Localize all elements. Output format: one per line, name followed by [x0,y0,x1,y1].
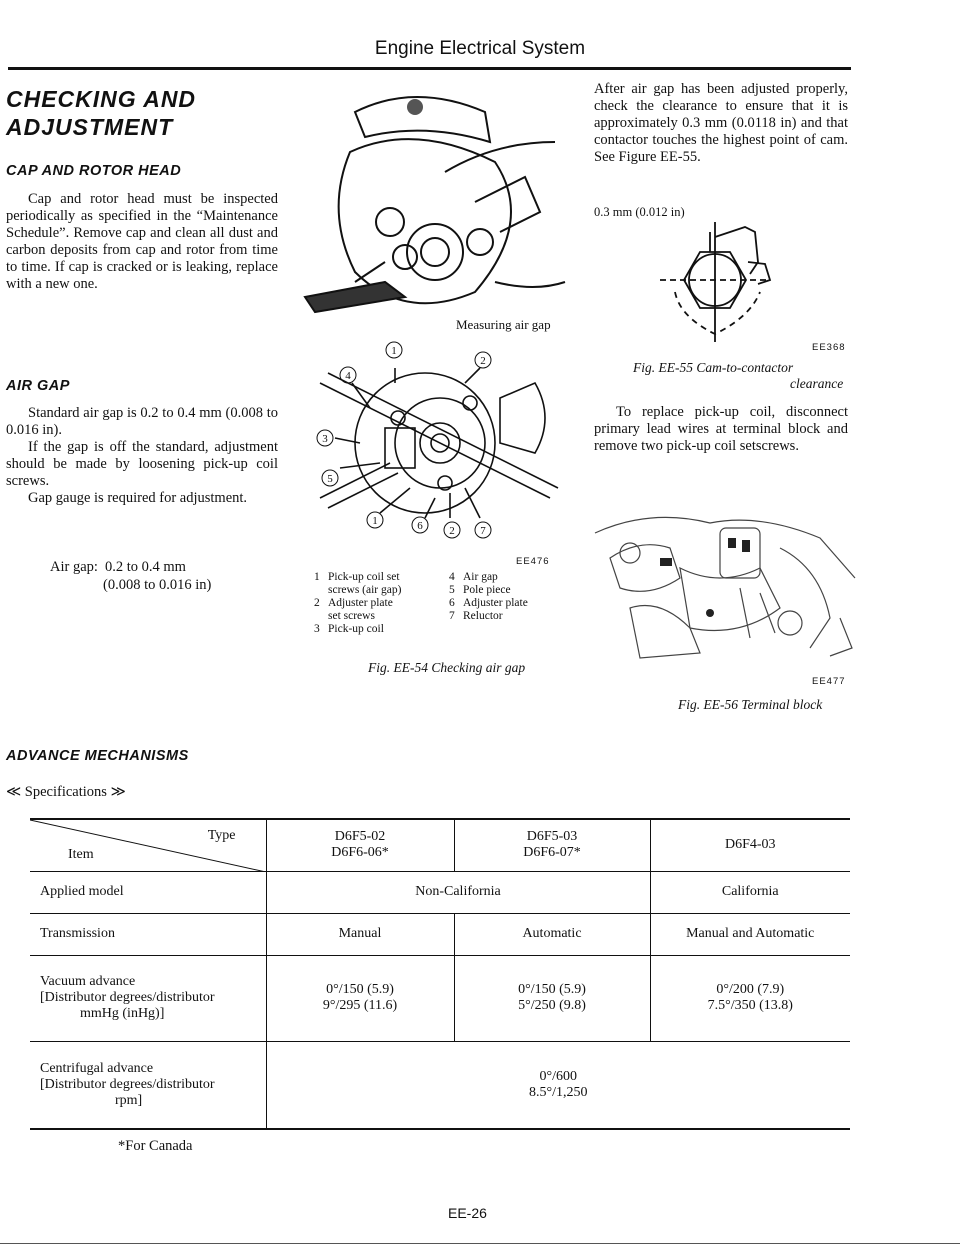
running-header: Engine Electrical System [374,38,586,59]
legend-item-7: 7 Reluctor [449,610,503,622]
row-label: Centrifugal advance [Distributor degrees/distributor rpm] [30,1041,266,1129]
air-gap-diagram [300,338,570,553]
air-gap-para-2: If the gap is off the standard, adjustment should be made by loosening pick-up coil screws. [6,439,278,489]
callout-7: 7 [480,525,486,537]
row-label: Vacuum advance [Distributor degrees/distributor mmHg (inHg)] [30,955,266,1041]
cell-noncal: Non-California [266,871,650,913]
air-gap-heading: AIR GAP [6,378,70,394]
legend-item-2: 2 Adjuster plate set screws [314,597,393,622]
clearance-paragraph: After air gap has been adjusted properly, check the clearance to ensure that it is approximately 0.3 mm (0.0118 in) and that contactor touches the highest point of cam. See Figure EE-55. [594,81,848,165]
cell: Manual and Automatic [650,913,850,955]
air-gap-spec-label: Air gap: [50,559,98,575]
callout-1-top: 1 [391,345,397,357]
fig55-caption-cont: clearance [790,376,844,391]
legend-item-4: 4 Air gap [449,571,498,583]
section-title-line-1: CHECKING AND [6,86,197,112]
cell: 0°/600 8.5°/1,250 [266,1041,850,1129]
col-header-3: D6F4-03 [650,819,850,871]
table-row-applied-model [30,871,850,913]
fig55-code: EE368 [812,342,846,353]
callout-4: 4 [345,370,351,382]
type-label: Type [207,828,236,843]
fig56-caption: Fig. EE-56 Terminal block [678,697,823,712]
callout-2-bottom: 2 [449,525,455,537]
callout-5: 5 [327,473,333,485]
cell: 0°/200 (7.9) 7.5°/350 (13.8) [650,955,850,1041]
legend-item-5: 5 Pole piece [449,584,511,596]
table-header-row [30,819,850,871]
fig55-caption: Fig. EE-55 Cam-to-contactor [633,360,794,375]
page-number: EE-26 [448,1205,487,1221]
callout-2-top: 2 [480,355,486,367]
fig54-legend-left [314,571,444,636]
advance-heading: ADVANCE MECHANISMS [6,748,189,764]
callout-6: 6 [417,520,423,532]
air-gap-para-3: Gap gauge is required for adjustment. [28,490,248,506]
air-gap-text [6,405,278,507]
table-row-transmission [30,913,850,955]
pickup-coil-paragraph: To replace pick-up coil, disconnect primary lead wires at terminal block and remove two pick-up coil setscrews. [594,404,848,454]
air-gap-spec-in: (0.008 to 0.016 in) [103,577,212,593]
cell: 0°/150 (5.9) 9°/295 (11.6) [266,955,454,1041]
callout-1-bottom: 1 [372,515,378,527]
cap-rotor-heading: CAP AND ROTOR HEAD [6,163,182,179]
row-label: Transmission [30,913,266,955]
advance-spec-table [30,818,850,1130]
type-item-cell [30,819,266,871]
legend-item-3: 3 Pick-up coil [314,623,384,635]
fig54-legend-right [449,571,569,623]
table-row-centrifugal [30,1041,850,1129]
measuring-air-gap-label: Measuring air gap [456,317,551,332]
measuring-air-gap-illustration [295,82,570,332]
section-title [6,85,196,141]
clearance-label: 0.3 mm (0.012 in) [594,205,685,219]
cell-cal: California [650,871,850,913]
cam-contactor-diagram [640,222,800,352]
section-title-line-2: ADJUSTMENT [6,114,174,140]
cap-rotor-text: Cap and rotor head must be inspected periodically as specified in the “Maintenance Schedule”. Remove cap and clean all dust and carbon deposits from cap and rotor from time to time. If cap is cracked or is leaking, replace with a new one. [6,191,278,292]
terminal-block-photo [590,498,860,668]
table-row-vacuum [30,955,850,1041]
cell: 0°/150 (5.9) 5°/250 (9.8) [454,955,650,1041]
footer-rule [0,1243,960,1244]
col-header-1: D6F5-02 D6F6-06* [266,819,454,871]
footnote: *For Canada [118,1138,193,1154]
fig54-caption: Fig. EE-54 Checking air gap [368,660,526,675]
air-gap-para-1: Standard air gap is 0.2 to 0.4 mm (0.008 to 0.016 in). [6,405,278,438]
specifications-label: ≪ Specifications ≫ [6,784,126,800]
header-rule [8,67,851,70]
legend-item-6: 6 Adjuster plate [449,597,528,609]
callout-3: 3 [322,433,328,445]
air-gap-spec-mm: 0.2 to 0.4 mm [105,559,186,575]
fig54-code: EE476 [516,556,550,567]
item-label: Item [68,846,94,862]
row-label: Applied model [30,871,266,913]
fig56-code: EE477 [812,676,846,687]
col-header-2: D6F5-03 D6F6-07* [454,819,650,871]
cell: Automatic [454,913,650,955]
cell: Manual [266,913,454,955]
legend-item-1: 1 Pick-up coil set screws (air gap) [314,571,402,596]
